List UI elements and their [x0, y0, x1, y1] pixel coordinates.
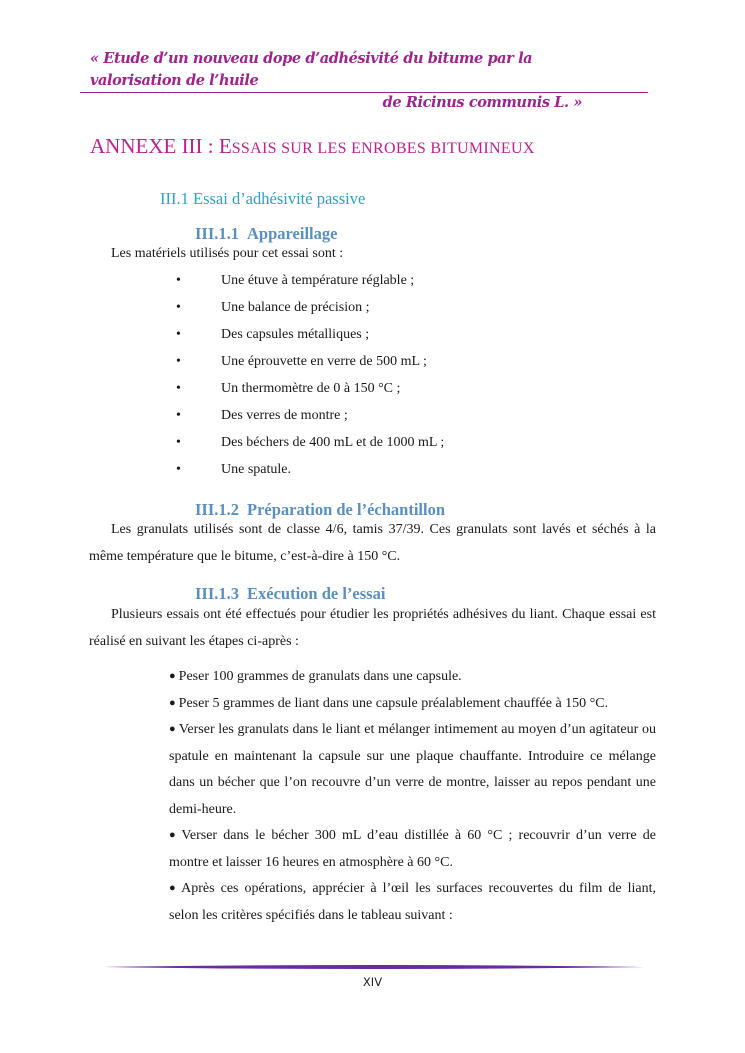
list-item: ● Verser dans le bécher 300 mL d’eau distillée à 60 °C ; recouvrir d’un verre de montre et laisser 16 heures en atmosphère à 60 °C.	[169, 828, 656, 870]
subsection-number: III.1.2	[195, 500, 240, 519]
page-number: XIV	[362, 975, 383, 989]
bullet-icon: •	[176, 408, 181, 423]
list-item: • Une étuve à température réglable ;	[0, 267, 745, 294]
list-item: • Des béchers de 400 mL et de 1000 mL ;	[0, 429, 745, 456]
bullet-icon: •	[176, 273, 181, 288]
bullet-icon: •	[176, 327, 181, 342]
subsection-title: Préparation de l’échantillon	[247, 500, 445, 519]
bullet-icon: •	[176, 300, 181, 315]
bullet-icon: •	[176, 381, 181, 396]
execution-paragraph: Plusieurs essais ont été effectués pour étudier les propriétés adhésives du liant. Chaque essai est réalisé en suivant les étapes ci-après :	[89, 607, 656, 649]
footer-rule	[104, 964, 644, 970]
bullet-icon: •	[176, 435, 181, 450]
bullet-icon: •	[176, 462, 181, 477]
subsection-number: III.1.3	[195, 584, 240, 603]
list-item: • Une balance de précision ;	[0, 294, 745, 321]
bullet-icon: ●	[169, 829, 179, 841]
annex-title-prefix: ANNEXE III : E	[90, 134, 232, 158]
subsection-number: III.1.1	[195, 224, 240, 243]
list-item: • Une spatule.	[0, 456, 745, 483]
bullet-icon: •	[176, 354, 181, 369]
list-item: • Des verres de montre ;	[0, 402, 745, 429]
section-title: III.1 Essai d’adhésivité passive	[160, 189, 366, 208]
subsection-title: Appareillage	[247, 224, 338, 243]
list-item: ● Verser les granulats dans le liant et mélanger intimement au moyen d’un agitateur ou spatule en maintenant la capsule sur une plaque chauffante. Introduire ce mélange dans un bécher que l’on recouvre d’un verre de montre, laisser au repos pendant une demi-heure.	[169, 722, 656, 817]
annex-title-rest: SSAIS SUR LES ENROBES BITUMINEUX	[231, 140, 535, 157]
equipment-list	[0, 267, 745, 483]
header-rule	[80, 92, 648, 93]
list-item: ● Peser 5 grammes de liant dans une capsule préalablement chauffée à 150 °C.	[169, 695, 609, 711]
header-line-2: de Ricinus communis L. »	[382, 94, 582, 111]
bullet-icon: ●	[169, 723, 176, 735]
list-item: • Un thermomètre de 0 à 150 °C ;	[0, 375, 745, 402]
list-item: • Une éprouvette en verre de 500 mL ;	[0, 348, 745, 375]
running-header	[80, 48, 582, 114]
header-line-1: « Etude d’un nouveau dope d’adhésivité du bitume par la valorisation de l’huile	[90, 50, 533, 89]
subsection-title: Exécution de l’essai	[247, 584, 386, 603]
equipment-intro: Les matériels utilisés pour cet essai sont :	[111, 246, 344, 261]
list-item: ● Après ces opérations, apprécier à l’œil les surfaces recouvertes du film de liant, selon les critères spécifiés dans le tableau suivant :	[169, 881, 656, 923]
procedure-steps	[169, 664, 656, 929]
bullet-icon: ●	[169, 696, 176, 709]
list-item: ● Peser 100 grammes de granulats dans une capsule.	[169, 669, 462, 684]
list-item: • Des capsules métalliques ;	[0, 321, 745, 348]
bullet-icon: ●	[169, 882, 179, 894]
annex-title	[90, 134, 535, 159]
preparation-paragraph: Les granulats utilisés sont de classe 4/6, tamis 37/39. Ces granulats sont lavés et séchés à la même température que le bitume, c’est-à-dire à 150 °C.	[89, 522, 656, 564]
bullet-icon: ●	[169, 670, 176, 682]
